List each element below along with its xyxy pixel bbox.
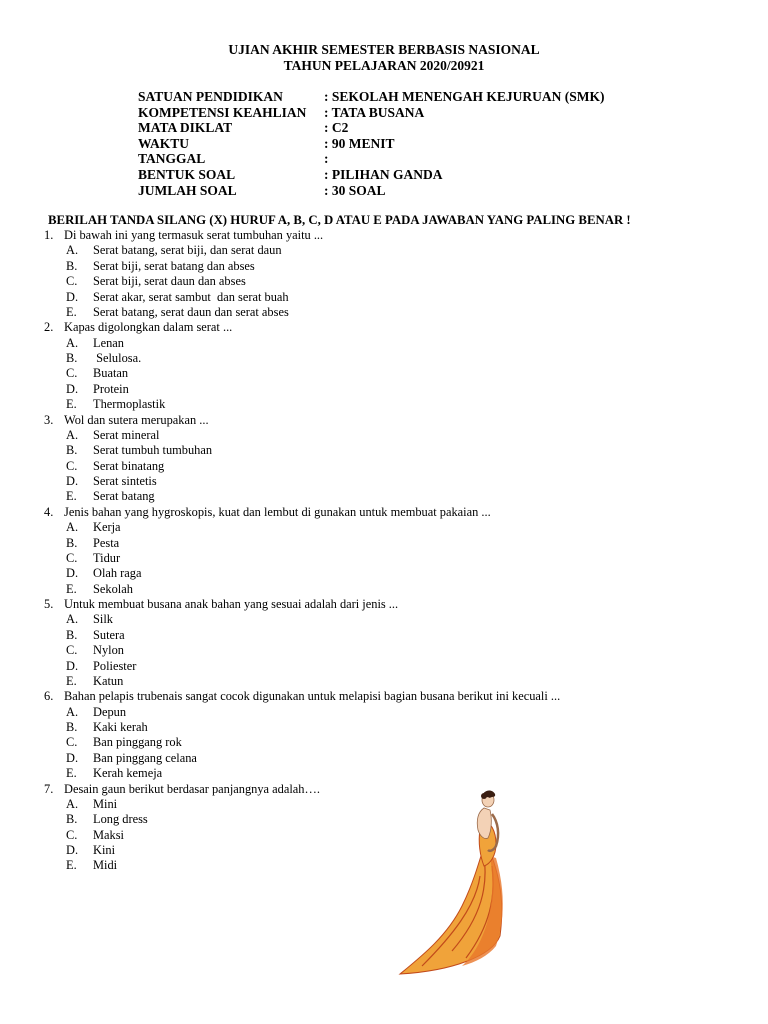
answer-option: [44, 705, 560, 720]
option-text: Serat binatang: [93, 458, 165, 473]
option-text: Mini: [93, 796, 118, 811]
info-key: MATA DIKLAT: [138, 120, 233, 136]
option-letter: E.: [66, 304, 77, 319]
option-text: Serat mineral: [93, 427, 160, 442]
answer-option: [44, 428, 560, 443]
option-indent: [44, 443, 66, 458]
answer-option: [44, 366, 560, 381]
option-indent: [44, 351, 66, 366]
answer-option: [44, 443, 560, 458]
option-indent: [44, 582, 66, 597]
option-text: Depun: [93, 704, 127, 719]
question-number: 5.: [44, 597, 54, 611]
option-letter: E.: [66, 673, 77, 688]
option-text: Serat tumbuh tumbuhan: [93, 443, 213, 458]
option-letter: C.: [66, 550, 78, 565]
info-row: [138, 183, 605, 199]
answer-option: [44, 274, 560, 289]
option-letter: D.: [66, 289, 79, 304]
option-indent: [44, 259, 66, 274]
option-indent: [44, 674, 66, 689]
option-letter: A.: [66, 243, 79, 258]
option-indent: [44, 828, 66, 843]
answer-option: [44, 659, 560, 674]
info-key: JUMLAH SOAL: [138, 182, 237, 198]
option-indent: [44, 305, 66, 320]
option-letter: D.: [66, 474, 79, 488]
instruction-text: BERILAH TANDA SILANG (X) HURUF A, B, C, D ATAU E PADA JAWABAN YANG PALING BENAR !: [48, 213, 631, 227]
answer-option: [44, 305, 560, 320]
answer-option: [44, 243, 560, 258]
option-letter: D.: [66, 658, 79, 673]
question-number: 3.: [44, 412, 54, 427]
info-row: [138, 167, 605, 183]
option-indent: [44, 336, 66, 351]
info-key: WAKTU: [138, 135, 190, 151]
exam-info-table: [138, 89, 605, 198]
option-letter: D.: [66, 566, 79, 581]
option-text: Serat batang, serat daun dan serat abses: [93, 304, 289, 319]
option-letter: B.: [66, 258, 78, 273]
option-indent: [44, 551, 66, 566]
answer-option: [44, 582, 560, 597]
option-text: Kerah kemeja: [93, 766, 163, 781]
answer-option: [44, 674, 560, 689]
option-indent: [44, 274, 66, 289]
option-indent: [44, 843, 66, 858]
option-indent: [44, 797, 66, 812]
option-indent: [44, 397, 66, 412]
info-row: [138, 105, 605, 121]
option-text: Ban pinggang celana: [93, 750, 197, 765]
question-text: Desain gaun berikut berdasar panjangnya adalah….: [64, 781, 320, 796]
info-value: :: [324, 151, 329, 167]
option-text: Silk: [93, 612, 113, 627]
answer-option: [44, 643, 560, 658]
info-value: : TATA BUSANA: [324, 104, 425, 120]
info-row: [138, 89, 605, 105]
option-letter: A.: [66, 520, 79, 535]
question-number: 1.: [44, 228, 54, 242]
option-text: Selulosa.: [93, 351, 142, 365]
option-indent: [44, 612, 66, 627]
option-indent: [44, 659, 66, 674]
option-letter: E.: [66, 766, 77, 781]
option-text: Nylon: [93, 643, 124, 658]
option-letter: A.: [66, 612, 79, 627]
info-key: TANGGAL: [138, 151, 206, 167]
option-indent: [44, 812, 66, 827]
option-letter: C.: [66, 735, 78, 750]
long-gown-illustration: [392, 786, 548, 980]
question-number: 4.: [44, 504, 54, 519]
option-letter: B.: [66, 812, 78, 827]
option-indent: [44, 720, 66, 735]
option-text: Kini: [93, 843, 116, 857]
info-row: [138, 120, 605, 136]
answer-option: [44, 459, 560, 474]
option-text: Serat batang, serat biji, dan serat daun: [93, 243, 282, 258]
question-item: [44, 228, 560, 243]
option-text: Serat akar, serat sambut dan serat buah: [93, 289, 289, 304]
option-text: Serat biji, serat batang dan abses: [93, 258, 255, 273]
option-indent: [44, 290, 66, 305]
option-letter: C.: [66, 366, 78, 381]
option-text: Maksi: [93, 827, 124, 842]
option-letter: A.: [66, 796, 79, 811]
option-text: Serat biji, serat daun dan abses: [93, 274, 246, 289]
option-text: Kerja: [93, 520, 121, 535]
answer-option: [44, 751, 560, 766]
option-indent: [44, 243, 66, 258]
answer-option: [44, 474, 560, 489]
answer-option: [44, 536, 560, 551]
question-text: Jenis bahan yang hygroskopis, kuat dan lembut di gunakan untuk membuat pakaian ...: [64, 504, 491, 519]
info-key: KOMPETENSI KEAHLIAN: [138, 104, 307, 120]
question-item: [44, 689, 560, 704]
exam-year: TAHUN PELAJARAN 2020/20921: [283, 58, 485, 73]
option-letter: E.: [66, 397, 77, 412]
answer-option: [44, 336, 560, 351]
option-text: Lenan: [93, 335, 124, 350]
option-text: Protein: [93, 381, 129, 396]
option-letter: C.: [66, 458, 78, 473]
answer-option: [44, 766, 560, 781]
option-letter: B.: [66, 351, 78, 365]
option-indent: [44, 705, 66, 720]
answer-option: [44, 259, 560, 274]
question-number: 6.: [44, 689, 54, 704]
info-key: BENTUK SOAL: [138, 166, 236, 182]
option-letter: C.: [66, 274, 78, 289]
answer-option: [44, 612, 560, 627]
option-indent: [44, 628, 66, 643]
answer-option: [44, 551, 560, 566]
option-letter: A.: [66, 427, 79, 442]
exam-title: UJIAN AKHIR SEMESTER BERBASIS NASIONAL: [228, 42, 540, 57]
option-letter: A.: [66, 335, 79, 350]
option-text: Tidur: [93, 550, 121, 565]
option-letter: E.: [66, 581, 77, 596]
info-row: [138, 136, 605, 152]
exam-header: [0, 42, 768, 74]
option-letter: E.: [66, 858, 77, 873]
option-text: Katun: [93, 673, 124, 688]
option-indent: [44, 766, 66, 781]
option-indent: [44, 566, 66, 581]
question-text: Wol dan sutera merupakan ...: [64, 412, 209, 427]
info-value: : 90 MENIT: [324, 135, 395, 151]
option-indent: [44, 520, 66, 535]
option-indent: [44, 474, 66, 489]
option-text: Long dress: [93, 812, 148, 827]
option-letter: D.: [66, 381, 79, 396]
answer-option: [44, 397, 560, 412]
option-text: Midi: [93, 858, 118, 873]
option-text: Sutera: [93, 627, 125, 642]
answer-option: [44, 566, 560, 581]
option-indent: [44, 428, 66, 443]
option-indent: [44, 366, 66, 381]
option-text: Ban pinggang rok: [93, 735, 182, 750]
question-text: Di bawah ini yang termasuk serat tumbuhan yaitu ...: [64, 228, 324, 242]
question-item: [44, 320, 560, 335]
option-indent: [44, 858, 66, 873]
info-value: : PILIHAN GANDA: [324, 166, 443, 182]
question-text: Kapas digolongkan dalam serat ...: [64, 320, 233, 335]
question-text: Untuk membuat busana anak bahan yang sesuai adalah dari jenis ...: [64, 597, 399, 611]
option-indent: [44, 536, 66, 551]
info-value: : SEKOLAH MENENGAH KEJURUAN (SMK): [324, 89, 605, 104]
option-indent: [44, 382, 66, 397]
option-text: Serat sintetis: [93, 474, 157, 488]
answer-option: [44, 489, 560, 504]
option-text: Kaki kerah: [93, 720, 148, 734]
info-value: : C2: [324, 120, 349, 136]
option-letter: B.: [66, 720, 78, 734]
question-number: 7.: [44, 781, 54, 796]
option-letter: C.: [66, 643, 78, 658]
option-indent: [44, 751, 66, 766]
option-indent: [44, 459, 66, 474]
question-number: 2.: [44, 320, 54, 335]
answer-option: [44, 720, 560, 735]
answer-option: [44, 351, 560, 366]
option-text: Buatan: [93, 366, 129, 381]
option-indent: [44, 489, 66, 504]
answer-option: [44, 520, 560, 535]
info-value: : 30 SOAL: [324, 182, 386, 198]
option-text: Serat batang: [93, 489, 155, 504]
question-item: [44, 505, 560, 520]
option-letter: A.: [66, 704, 79, 719]
option-letter: C.: [66, 827, 78, 842]
option-text: Pesta: [93, 535, 120, 550]
info-key: SATUAN PENDIDIKAN: [138, 89, 283, 104]
option-text: Sekolah: [93, 581, 133, 596]
question-item: [44, 413, 560, 428]
info-row: [138, 151, 605, 167]
option-letter: B.: [66, 535, 78, 550]
option-letter: D.: [66, 843, 79, 857]
option-indent: [44, 735, 66, 750]
answer-option: [44, 628, 560, 643]
option-indent: [44, 643, 66, 658]
option-text: Thermoplastik: [93, 397, 166, 412]
option-text: Olah raga: [93, 566, 142, 581]
option-letter: B.: [66, 443, 78, 458]
option-text: Poliester: [93, 658, 137, 673]
question-text: Bahan pelapis trubenais sangat cocok digunakan untuk melapisi bagian busana berikut ini kecuali ...: [64, 689, 561, 704]
option-letter: D.: [66, 750, 79, 765]
answer-option: [44, 290, 560, 305]
question-list: [44, 228, 560, 874]
answer-option: [44, 735, 560, 750]
answer-option: [44, 382, 560, 397]
option-letter: B.: [66, 627, 78, 642]
question-item: [44, 597, 560, 612]
option-letter: E.: [66, 489, 77, 504]
